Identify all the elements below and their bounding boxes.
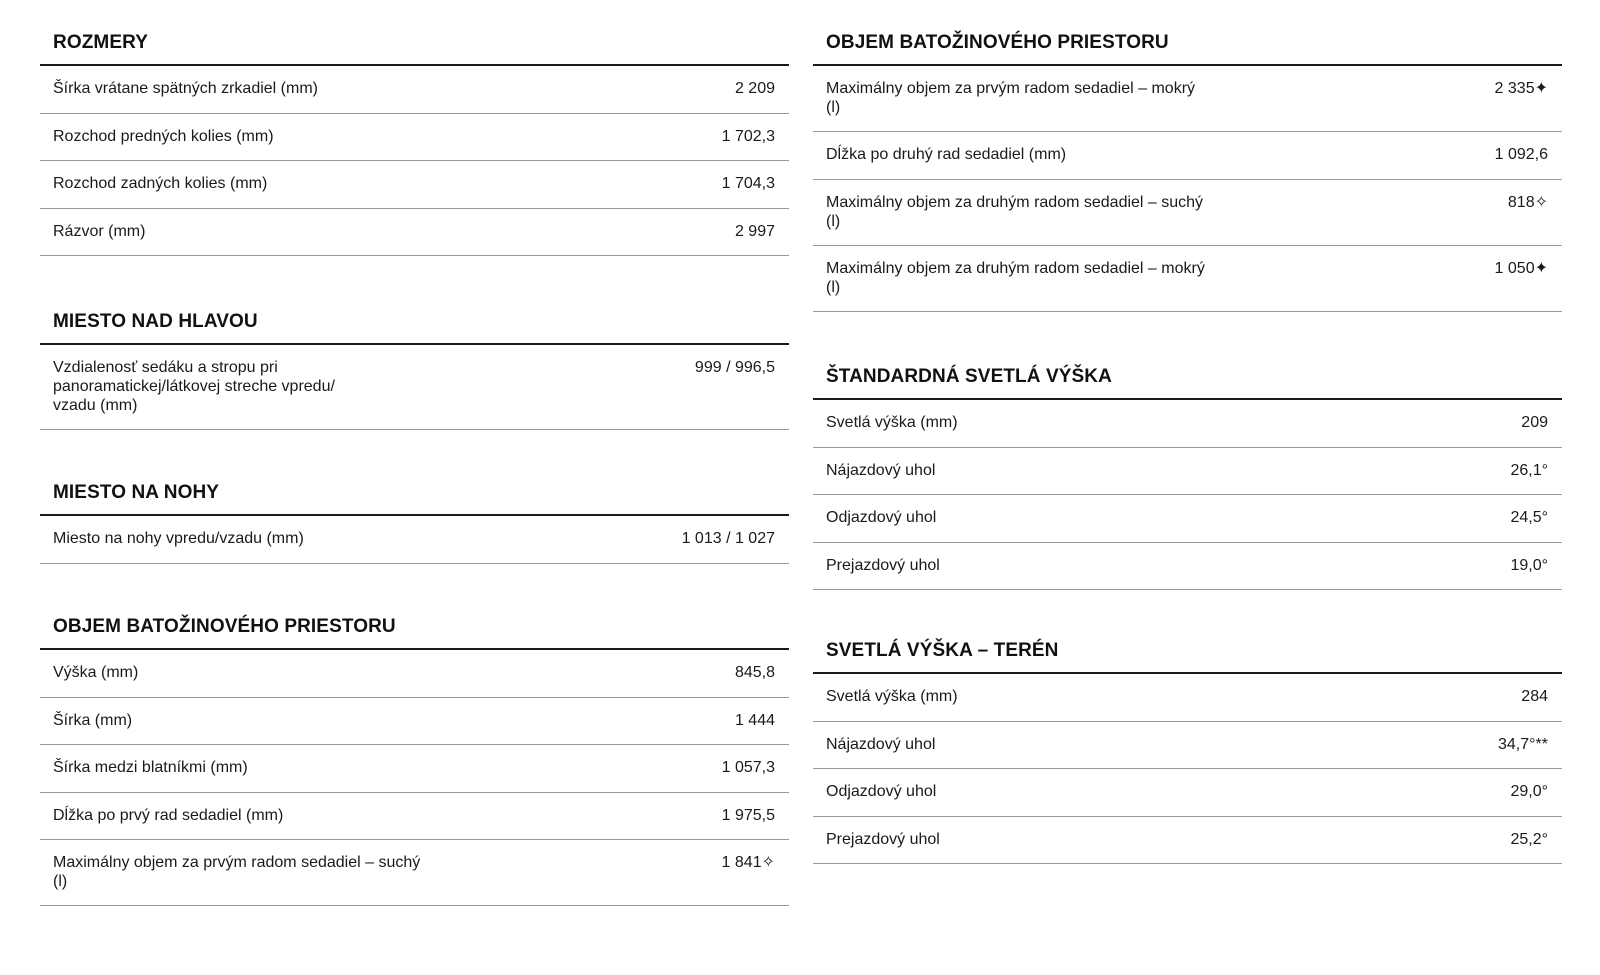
spec-value: 34,7°** [1498, 735, 1548, 753]
spec-label: Rázvor (mm) [53, 222, 146, 240]
spec-label: Šírka (mm) [53, 711, 133, 729]
spec-row [813, 246, 1562, 312]
section-title: MIESTO NAD HLAVOU [40, 309, 789, 345]
spec-row [813, 543, 1562, 591]
section-title: ROZMERY [40, 30, 789, 66]
spec-row [813, 817, 1562, 865]
spec-label: Maximálny objem za druhým radom sedadiel – mokrý (l) [826, 259, 1205, 296]
spec-value: 818✧ [1507, 193, 1548, 211]
spec-row [40, 745, 789, 793]
spec-value: 2 209 [734, 80, 775, 97]
spec-label: Výška (mm) [53, 664, 139, 681]
spec-row [40, 345, 789, 430]
spec-row [40, 793, 789, 841]
spec-value: 1 013 / 1 027 [681, 530, 775, 547]
spec-row [813, 769, 1562, 817]
spec-row [40, 114, 789, 162]
spec-row [813, 400, 1562, 448]
spec-value: 1 092,6 [1494, 146, 1548, 163]
spec-value: 1 975,5 [721, 806, 775, 824]
section-title: SVETLÁ VÝŠKA – TERÉN [813, 638, 1562, 674]
spec-label: Miesto na nohy vpredu/vzadu (mm) [53, 530, 304, 547]
spec-value: 1 057,3 [721, 759, 775, 776]
spec-value: 284 [1521, 688, 1548, 705]
spec-label: Šírka vrátane spätných zrkadiel (mm) [53, 80, 318, 97]
spec-row [813, 448, 1562, 496]
section-rozmery [40, 30, 789, 256]
section-miesto-na-nohy [40, 480, 789, 564]
section-objem-batozinoveho-priestoru [40, 614, 789, 906]
spec-label: Odjazdový uhol [826, 509, 937, 526]
spec-row [813, 674, 1562, 722]
section-miesto-nad-hlavou [40, 309, 789, 430]
spec-label: Rozchod zadných kolies (mm) [53, 175, 268, 192]
spec-label: Nájazdový uhol [826, 461, 936, 479]
spec-label: Odjazdový uhol [826, 783, 937, 800]
spec-row [813, 132, 1562, 180]
section-standardna-svetla-vyska [813, 364, 1562, 590]
spec-value: 1 841✧ [721, 854, 775, 871]
spec-label: Maximálny objem za prvým radom sedadiel – suchý (l) [53, 854, 421, 890]
spec-value: 25,2° [1510, 830, 1548, 848]
spec-label: Dĺžka po druhý rad sedadiel (mm) [826, 146, 1067, 163]
spec-label: Dĺžka po prvý rad sedadiel (mm) [53, 806, 284, 824]
spec-value: 1 050✦ [1494, 259, 1548, 277]
spec-row [40, 650, 789, 698]
spec-row [40, 516, 789, 564]
spec-value: 24,5° [1510, 509, 1548, 526]
spec-value: 845,8 [734, 664, 775, 681]
section-svetla-vyska-teren [813, 638, 1562, 864]
spec-label: Šírka medzi blatníkmi (mm) [53, 759, 248, 776]
spec-row [40, 161, 789, 209]
section-title: MIESTO NA NOHY [40, 480, 789, 516]
spec-label: Svetlá výška (mm) [826, 414, 958, 431]
spec-value: 1 444 [734, 711, 775, 729]
section-title: ŠTANDARDNÁ SVETLÁ VÝŠKA [813, 364, 1562, 400]
spec-row [813, 180, 1562, 246]
spec-value: 209 [1521, 414, 1548, 431]
spec-row [40, 840, 789, 906]
spec-row [40, 698, 789, 746]
spec-value: 1 702,3 [721, 127, 775, 145]
spec-value: 1 704,3 [721, 175, 775, 192]
spec-row [40, 66, 789, 114]
spec-value: 999 / 996,5 [694, 359, 775, 376]
spec-label: Maximálny objem za druhým radom sedadiel – suchý (l) [826, 193, 1204, 230]
spec-label: Prejazdový uhol [826, 830, 940, 848]
spec-value: 29,0° [1510, 783, 1548, 800]
spec-row [813, 722, 1562, 770]
section-title: OBJEM BATOŽINOVÉHO PRIESTORU [40, 614, 789, 650]
spec-label: Maximálny objem za prvým radom sedadiel – mokrý (l) [826, 80, 1196, 116]
spec-value: 2 335✦ [1494, 80, 1548, 97]
spec-value: 26,1° [1510, 461, 1548, 479]
spec-value: 19,0° [1510, 556, 1548, 574]
spec-label: Prejazdový uhol [826, 556, 940, 574]
spec-row [40, 209, 789, 257]
spec-value: 2 997 [734, 222, 775, 240]
section-title: OBJEM BATOŽINOVÉHO PRIESTORU [813, 30, 1562, 66]
spec-label: Nájazdový uhol [826, 735, 936, 753]
spec-label: Rozchod predných kolies (mm) [53, 127, 274, 145]
section-objem-batozinoveho-priestoru-2 [813, 30, 1562, 312]
spec-label: Vzdialenosť sedáku a stropu pri panoramatickej/látkovej streche vpredu/ vzadu (mm) [53, 359, 335, 414]
spec-row [813, 495, 1562, 543]
spec-label: Svetlá výška (mm) [826, 688, 958, 705]
spec-row [813, 66, 1562, 132]
